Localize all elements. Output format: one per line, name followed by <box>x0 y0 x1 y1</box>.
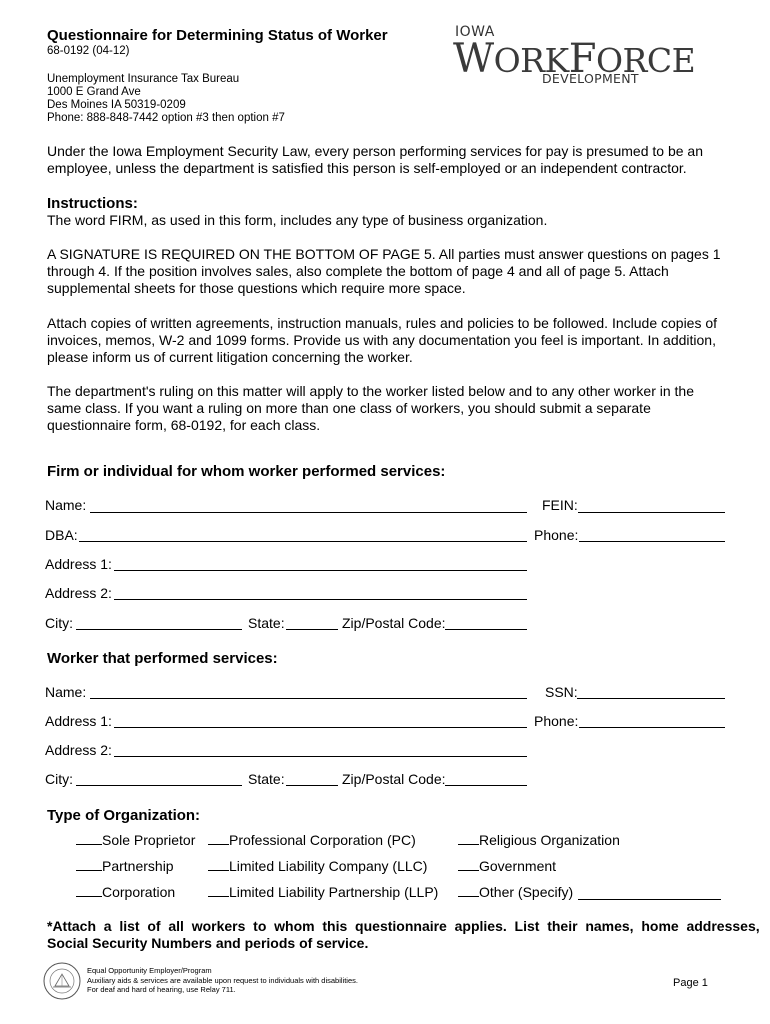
state-seal-icon <box>43 962 81 1000</box>
checkbox-blank[interactable] <box>208 832 229 845</box>
logo-development-text: DEVELOPMENT <box>542 71 639 86</box>
firm-address2-label: Address 2: <box>45 585 112 601</box>
note-line: Social Security Numbers and periods of service. <box>47 935 369 951</box>
instructions-line: same class. If you want a ruling on more than one class of workers, you should submit a separate <box>47 400 651 416</box>
worker-name-field[interactable] <box>90 698 527 699</box>
firm-heading: Firm or individual for whom worker performed services: <box>47 463 446 480</box>
instructions-line: A SIGNATURE IS REQUIRED ON THE BOTTOM OF PAGE 5. All parties must answer questions on pages 1 <box>47 246 721 262</box>
footer-line: For deaf and hard of hearing, use Relay 711. <box>87 985 236 994</box>
instructions-p4 <box>47 383 694 434</box>
worker-name-label: Name: <box>45 684 87 700</box>
attach-workers-note <box>47 918 760 952</box>
checkbox-blank[interactable] <box>458 832 479 845</box>
worker-city-field[interactable] <box>76 785 242 786</box>
worker-zip-field[interactable] <box>445 785 527 786</box>
worker-zip-label: Zip/Postal Code: <box>342 771 446 787</box>
address-line: Unemployment Insurance Tax Bureau <box>47 73 240 85</box>
org-option-partnership[interactable]: Partnership <box>76 858 174 874</box>
worker-address1-field[interactable] <box>114 727 527 728</box>
instructions-line: through 4. If the position involves sales, also complete the bottom of page 4 and all of page 5. Attach <box>47 263 669 279</box>
instructions-p1: The word FIRM, as used in this form, includes any type of business organization. <box>47 212 548 228</box>
firm-zip-field[interactable] <box>445 629 527 630</box>
firm-dba-field[interactable] <box>79 541 527 542</box>
firm-address1-field[interactable] <box>114 570 527 571</box>
firm-state-field[interactable] <box>286 629 338 630</box>
logo-iowa-text: IOWA <box>455 24 495 40</box>
instructions-heading: Instructions: <box>47 195 138 212</box>
worker-address2-label: Address 2: <box>45 742 112 758</box>
worker-address2-field[interactable] <box>114 756 527 757</box>
form-title: Questionnaire for Determining Status of Worker <box>47 27 388 44</box>
instructions-line: supplemental sheets for those questions which require more space. <box>47 280 466 296</box>
worker-state-label: State: <box>248 771 285 787</box>
instructions-line: please inform us of current litigation concerning the worker. <box>47 349 413 365</box>
instructions-line: The department's ruling on this matter will apply to the worker listed below and to any other worker in the <box>47 383 694 399</box>
form-number: 68-0192 (04-12) <box>47 45 130 57</box>
checkbox-blank[interactable] <box>76 858 102 871</box>
org-option-government[interactable]: Government <box>458 858 556 874</box>
footer-text <box>87 966 358 995</box>
intro-line: Under the Iowa Employment Security Law, every person performing services for pay is presumed to be an <box>47 143 703 159</box>
worker-ssn-label: SSN: <box>545 684 578 700</box>
firm-dba-label: DBA: <box>45 527 78 543</box>
firm-name-field[interactable] <box>90 512 527 513</box>
org-option-corporation[interactable]: Corporation <box>76 884 175 900</box>
intro-line: employee, unless the department is satisfied this person is self-employed or an independent contractor. <box>47 160 687 176</box>
checkbox-blank[interactable] <box>458 858 479 871</box>
checkbox-blank[interactable] <box>76 832 102 845</box>
org-option-other[interactable]: Other (Specify) <box>458 884 573 900</box>
instructions-p2 <box>47 246 721 297</box>
organization-heading: Type of Organization: <box>47 807 201 824</box>
address-line: Phone: 888-848-7442 option #3 then option #7 <box>47 112 285 124</box>
worker-phone-field[interactable] <box>579 727 725 728</box>
page-number: Page 1 <box>673 977 708 989</box>
org-option-pc[interactable]: Professional Corporation (PC) <box>208 832 416 848</box>
firm-state-label: State: <box>248 615 285 631</box>
checkbox-blank[interactable] <box>208 884 229 897</box>
footer-line: Equal Opportunity Employer/Program <box>87 966 212 975</box>
bureau-address <box>47 73 285 125</box>
instructions-p3 <box>47 315 717 366</box>
instructions-line: invoices, memos, W-2 and 1099 forms. Provide us with any documentation you feel is important. In addition, <box>47 332 716 348</box>
logo-workforce-text: WORKFORCE <box>453 36 696 82</box>
other-specify-field[interactable] <box>578 899 721 900</box>
address-line: Des Moines IA 50319-0209 <box>47 99 186 111</box>
firm-zip-label: Zip/Postal Code: <box>342 615 446 631</box>
footer-line: Auxiliary aids & services are available upon request to individuals with disabilities. <box>87 975 358 985</box>
firm-city-label: City: <box>45 615 73 631</box>
org-option-sole-proprietor[interactable]: Sole Proprietor <box>76 832 195 848</box>
firm-address1-label: Address 1: <box>45 556 112 572</box>
org-option-religious[interactable]: Religious Organization <box>458 832 620 848</box>
iowa-workforce-logo <box>453 24 696 86</box>
firm-phone-label: Phone: <box>534 527 579 543</box>
instructions-line: questionnaire form, 68-0192, for each class. <box>47 417 321 433</box>
checkbox-blank[interactable] <box>458 884 479 897</box>
instructions-line: Attach copies of written agreements, instruction manuals, rules and policies to be followed. Include copies of <box>47 315 718 331</box>
checkbox-blank[interactable] <box>76 884 102 897</box>
org-option-llc[interactable]: Limited Liability Company (LLC) <box>208 858 427 874</box>
intro-paragraph <box>47 143 703 177</box>
org-option-llp[interactable]: Limited Liability Partnership (LLP) <box>208 884 438 900</box>
firm-phone-field[interactable] <box>579 541 725 542</box>
firm-name-label: Name: <box>45 497 87 513</box>
worker-address1-label: Address 1: <box>45 713 112 729</box>
worker-city-label: City: <box>45 771 73 787</box>
worker-phone-label: Phone: <box>534 713 579 729</box>
checkbox-blank[interactable] <box>208 858 229 871</box>
worker-ssn-field[interactable] <box>577 698 725 699</box>
worker-heading: Worker that performed services: <box>47 650 278 667</box>
firm-fein-label: FEIN: <box>542 497 578 513</box>
worker-state-field[interactable] <box>286 785 338 786</box>
note-line: *Attach a list of all workers to whom this questionnaire applies. List their names, home addresses, <box>47 918 760 934</box>
firm-fein-field[interactable] <box>578 512 725 513</box>
firm-address2-field[interactable] <box>114 599 527 600</box>
firm-city-field[interactable] <box>76 629 242 630</box>
address-line: 1000 E Grand Ave <box>47 86 141 98</box>
